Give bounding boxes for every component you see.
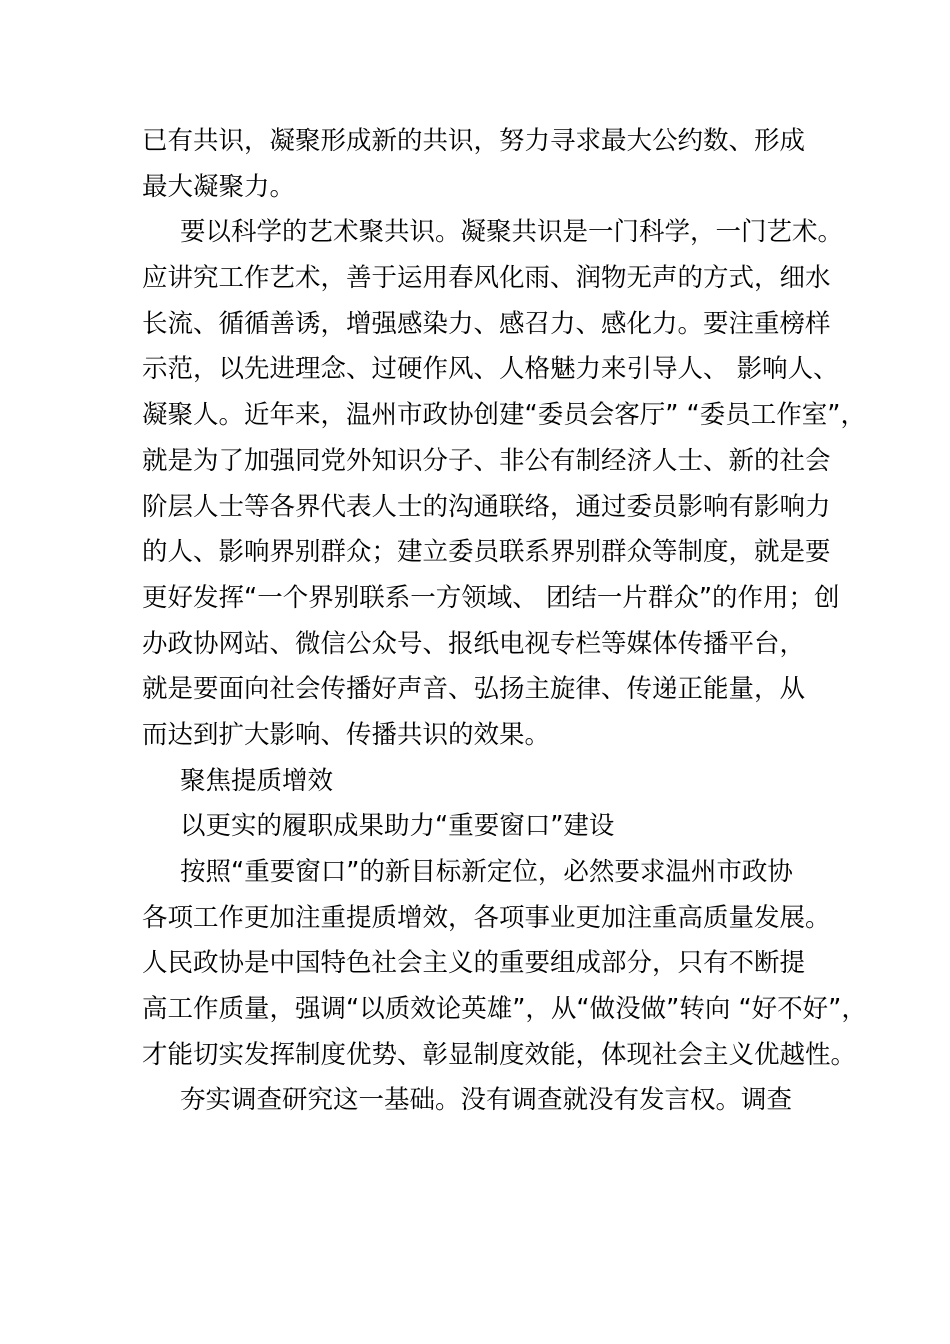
text-line: 办政协网站、微信公众号、报纸电视专栏等媒体传播平台， (142, 628, 806, 659)
text-line: 要以科学的艺术聚共识。凝聚共识是一门科学，一门艺术。 (180, 217, 844, 248)
text-line: 高工作质量，强调“以质效论英雄”，从“做没做”转向 “好不好”， (142, 994, 867, 1025)
text-line: 而达到扩大影响、传播共识的效果。 (142, 719, 551, 750)
text-line: 最大凝聚力。 (142, 171, 296, 202)
text-line-section-subheading: 以更实的履职成果助力“重要窗口”建设 (180, 811, 615, 842)
text-line: 按照“重要窗口”的新目标新定位，必然要求温州市政协 (180, 857, 793, 887)
text-line: 就是为了加强同党外知识分子、非公有制经济人士、新的社会 (142, 445, 831, 476)
text-line: 夯实调查研究这一基础。没有调查就没有发言权。调查 (180, 1085, 793, 1116)
text-line: 阶层人士等各界代表人士的沟通联络，通过委员影响有影响力 (142, 491, 831, 522)
text-line: 示范，以先进理念、过硬作风、人格魅力来引导人、 影响人、 (142, 354, 839, 385)
text-line: 凝聚人。近年来，温州市政协创建“委员会客厅” “委员工作室”， (142, 400, 866, 431)
text-line: 就是要面向社会传播好声音、弘扬主旋律、传递正能量，从 (142, 674, 806, 705)
text-line: 各项工作更加注重提质增效，各项事业更加注重高质量发展。 (142, 902, 831, 933)
document-text-block (142, 119, 867, 1124)
text-line: 的人、影响界别群众；建立委员联系界别群众等制度，就是要 (142, 537, 831, 568)
text-line: 已有共识，凝聚形成新的共识，努力寻求最大公约数、形成 (142, 126, 806, 156)
text-line: 人民政协是中国特色社会主义的重要组成部分，只有不断提 (142, 948, 806, 979)
text-line-section-heading: 聚焦提质增效 (180, 765, 334, 796)
text-line: 应讲究工作艺术，善于运用春风化雨、润物无声的方式，细水 (142, 263, 831, 294)
text-line: 才能切实发挥制度优势、彰显制度效能，体现社会主义优越性。 (142, 1039, 857, 1070)
text-line: 更好发挥“一个界别联系一方领域、 团结一片群众”的作用；创 (142, 582, 840, 613)
text-line: 长流、循循善诱，增强感染力、感召力、感化力。要注重榜样 (142, 308, 831, 339)
